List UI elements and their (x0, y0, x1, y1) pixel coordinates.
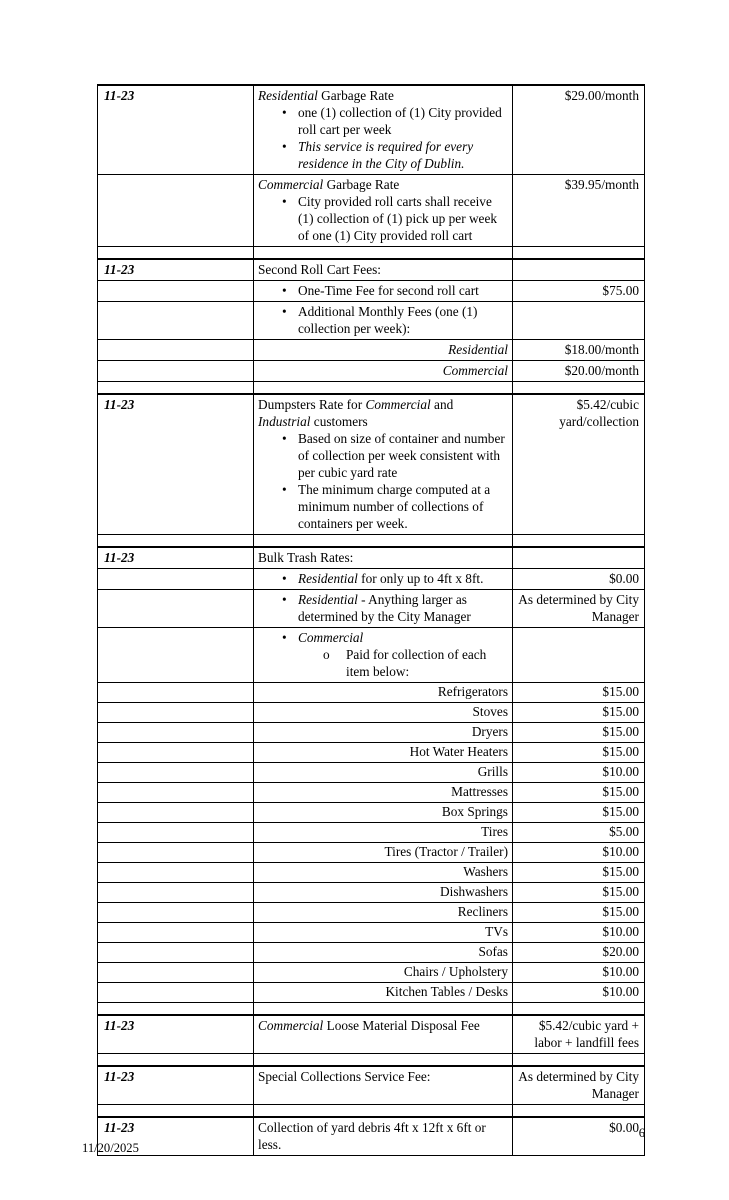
page-number: 6 (638, 1126, 645, 1140)
bulk-item-row (98, 763, 645, 783)
table-row-garbage-commercial (98, 175, 645, 247)
description-cell (254, 569, 513, 590)
item-label-cell: Stoves (254, 703, 513, 723)
bulk-item-row (98, 863, 645, 883)
table-row-second-roll-cart (98, 259, 645, 281)
rate-cell (513, 547, 645, 569)
rate-cell (513, 628, 645, 683)
bulk-item-row (98, 843, 645, 863)
bullet-line (258, 629, 508, 646)
table-row-commercial-monthly (98, 361, 645, 382)
table-row-bulk-residential-small (98, 569, 645, 590)
bullet-line (258, 282, 508, 299)
separator-row (98, 1105, 645, 1118)
description-cell: Commercial Loose Material Disposal Fee (254, 1015, 513, 1054)
description-cell (254, 281, 513, 302)
item-label-cell: Tires (Tractor / Trailer) (254, 843, 513, 863)
rate-cell (513, 259, 645, 281)
separator-row (98, 1054, 645, 1067)
bullet-text: Based on size of container and number of collection per week consistent with per cubic yard rate (298, 431, 505, 480)
table-row-loose-material (98, 1015, 645, 1054)
bulk-item-row (98, 823, 645, 843)
rate-cell: $29.00/month (513, 85, 645, 175)
item-rate-cell: $10.00 (513, 963, 645, 983)
bulk-item-row (98, 743, 645, 763)
item-label-cell: Dryers (254, 723, 513, 743)
bullet-text: The minimum charge computed at a minimum number of collections of containers per week. (298, 482, 491, 531)
rate-cell: $5.42/cubic yard + labor + landfill fees (513, 1015, 645, 1054)
rate-cell (513, 302, 645, 340)
rate-cell: $0.00 (513, 1117, 645, 1156)
bulk-item-row (98, 923, 645, 943)
effective-date-cell (98, 569, 254, 590)
bullet-line (258, 481, 508, 532)
bullet-icon: • (282, 304, 287, 319)
rate-cell: $39.95/month (513, 175, 645, 247)
rate-cell: $18.00/month (513, 340, 645, 361)
table-row-one-time-fee (98, 281, 645, 302)
item-rate-cell: $10.00 (513, 763, 645, 783)
bullet-icon: • (282, 194, 287, 209)
effective-date-cell: 11-23 (98, 394, 254, 535)
rate-cell: $20.00/month (513, 361, 645, 382)
description-cell: Collection of yard debris 4ft x 12ft x 6ft or less. (254, 1117, 513, 1156)
bulk-item-row (98, 883, 645, 903)
item-rate-cell: $15.00 (513, 783, 645, 803)
rate-cell: $5.42/cubic yard/collection (513, 394, 645, 535)
item-rate-cell: $10.00 (513, 983, 645, 1003)
table-row-special-collections (98, 1066, 645, 1105)
table-row-residential-monthly (98, 340, 645, 361)
bullet-text: Paid for collection of each item below: (346, 647, 487, 679)
effective-date-cell: 11-23 (98, 1117, 254, 1156)
item-label-cell: Box Springs (254, 803, 513, 823)
item-label-cell: Chairs / Upholstery (254, 963, 513, 983)
bullet-line (258, 193, 508, 244)
item-label-cell: Sofas (254, 943, 513, 963)
bullet-line (258, 104, 508, 138)
description-cell (254, 628, 513, 683)
description-cell (254, 590, 513, 628)
item-rate-cell: $15.00 (513, 683, 645, 703)
item-rate-cell: $15.00 (513, 803, 645, 823)
rate-cell: As determined by City Manager (513, 590, 645, 628)
circle-bullet-icon: o (323, 647, 330, 662)
effective-date-cell (98, 340, 254, 361)
description-cell: Bulk Trash Rates: (254, 547, 513, 569)
bullet-icon: • (282, 592, 287, 607)
item-label-cell: Grills (254, 763, 513, 783)
table-row-yard-debris (98, 1117, 645, 1156)
bullet-icon: • (282, 630, 287, 645)
rate-cell: $0.00 (513, 569, 645, 590)
bullet-line (258, 591, 508, 625)
item-rate-cell: $15.00 (513, 883, 645, 903)
bulk-item-row (98, 783, 645, 803)
bullet-line (258, 303, 508, 337)
item-label-cell: TVs (254, 923, 513, 943)
description-cell: Special Collections Service Fee: (254, 1066, 513, 1105)
item-label-cell: Recliners (254, 903, 513, 923)
bullet-text: City provided roll carts shall receive (1) collection of (1) pick up per week of one (1) City provided roll cart (298, 194, 498, 243)
item-label-cell: Dishwashers (254, 883, 513, 903)
bulk-item-row (98, 703, 645, 723)
bullet-line (258, 138, 508, 172)
description-cell: Commercial (254, 361, 513, 382)
item-label-cell: Tires (254, 823, 513, 843)
description-cell (254, 302, 513, 340)
fee-title: Commercial Garbage Rate (258, 177, 400, 192)
fee-schedule-table (97, 84, 645, 1156)
separator-row (98, 382, 645, 395)
item-label-cell: Hot Water Heaters (254, 743, 513, 763)
effective-date-cell: 11-23 (98, 259, 254, 281)
item-rate-cell: $10.00 (513, 843, 645, 863)
description-cell: Residential (254, 340, 513, 361)
item-label-cell: Mattresses (254, 783, 513, 803)
bullet-text: Additional Monthly Fees (one (1) collection per week): (298, 304, 478, 336)
effective-date-cell (98, 175, 254, 247)
table-row-bulk-residential-large (98, 590, 645, 628)
effective-date-cell (98, 361, 254, 382)
separator-row (98, 1003, 645, 1016)
item-label-cell: Refrigerators (254, 683, 513, 703)
table-row-dumpsters (98, 394, 645, 535)
bullet-icon: • (282, 571, 287, 586)
effective-date-cell: 11-23 (98, 547, 254, 569)
separator-row (98, 535, 645, 548)
bullet-text: Commercial (298, 630, 364, 645)
table-row-additional-monthly (98, 302, 645, 340)
bullet-icon: • (282, 139, 287, 154)
bullet-text: This service is required for every residence in the City of Dublin. (298, 139, 474, 171)
effective-date-cell: 11-23 (98, 1015, 254, 1054)
bulk-item-row (98, 943, 645, 963)
item-rate-cell: $15.00 (513, 703, 645, 723)
bulk-item-row (98, 903, 645, 923)
bullet-line (258, 570, 508, 587)
bulk-item-row (98, 723, 645, 743)
effective-date-cell: 11-23 (98, 85, 254, 175)
item-label-cell: Washers (254, 863, 513, 883)
bulk-item-row (98, 803, 645, 823)
item-rate-cell: $15.00 (513, 863, 645, 883)
table-row-bulk-commercial (98, 628, 645, 683)
description-cell (254, 85, 513, 175)
bullet-icon: • (282, 482, 287, 497)
table-row-bulk-trash-header (98, 547, 645, 569)
table-row-garbage-residential (98, 85, 645, 175)
bulk-item-row (98, 963, 645, 983)
effective-date-cell (98, 590, 254, 628)
separator-row (98, 247, 645, 260)
item-rate-cell: $20.00 (513, 943, 645, 963)
description-cell (254, 394, 513, 535)
bulk-item-row (98, 983, 645, 1003)
item-label-cell: Kitchen Tables / Desks (254, 983, 513, 1003)
item-rate-cell: $10.00 (513, 923, 645, 943)
sub-bullet-line (258, 646, 508, 680)
bullet-icon: • (282, 283, 287, 298)
fee-title: Residential Garbage Rate (258, 88, 394, 103)
effective-date-cell: 11-23 (98, 1066, 254, 1105)
description-cell: Second Roll Cart Fees: (254, 259, 513, 281)
rate-cell: As determined by City Manager (513, 1066, 645, 1105)
bullet-text: Residential for only up to 4ft x 8ft. (298, 571, 484, 586)
item-rate-cell: $5.00 (513, 823, 645, 843)
bullet-icon: • (282, 105, 287, 120)
item-rate-cell: $15.00 (513, 743, 645, 763)
effective-date-cell (98, 628, 254, 683)
bullet-text: One-Time Fee for second roll cart (298, 283, 479, 298)
fee-title: Dumpsters Rate for Commercial and Industrial customers (258, 397, 454, 429)
rate-cell: $75.00 (513, 281, 645, 302)
effective-date-cell (98, 302, 254, 340)
footer-date: 11/20/2025 (82, 1141, 139, 1155)
bulk-item-row (98, 683, 645, 703)
bullet-line (258, 430, 508, 481)
item-rate-cell: $15.00 (513, 903, 645, 923)
item-rate-cell: $15.00 (513, 723, 645, 743)
description-cell (254, 175, 513, 247)
bullet-icon: • (282, 431, 287, 446)
effective-date-cell (98, 281, 254, 302)
bullet-text: Residential - Anything larger as determined by the City Manager (298, 592, 471, 624)
bullet-text: one (1) collection of (1) City provided roll cart per week (298, 105, 502, 137)
